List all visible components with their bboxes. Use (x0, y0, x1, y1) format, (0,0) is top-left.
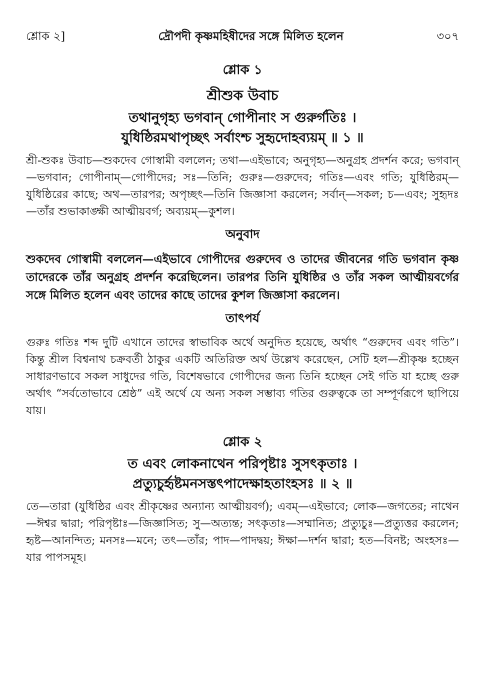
verse-speaker: শ্রীশুক উবাচ (206, 88, 279, 104)
verse-number: শ্লোক ২ (222, 435, 263, 450)
chapter-title: দ্রৌপদী কৃষ্ণমহিষীদের সঙ্গে মিলিত হলেন (158, 29, 344, 43)
synonyms-paragraph: শ্রী-শুকঃ উবাচ—শুকদেব গোস্বামী বললেন; তথা—এইভাবে; অনুগৃহ্য—অনুগ্রহ প্রদর্শন করে; ভগবান্‌—ভগবান; গোপীনাম্‌—গোপীদের; সঃ—তিনি; গুরুঃ—গুরুদেব; গতিঃ—এবং গতি; যুধিষ্ঠিরম্‌—যুধিষ্ঠিরের কাছে; অথ—তারপর; অপৃচ্ছৎ—তিনি জিজ্ঞাসা করলেন; সর্বান্‌—সকল; চ—এবং; সুহৃদঃ—তাঁর শুভাকাঙ্ক্ষী আত্মীয়বর্গ; অব্যয়ম্‌—কুশল। (26, 154, 459, 218)
translation-heading: অনুবাদ (225, 227, 260, 241)
translation-paragraph: শুকদেব গোস্বামী বললেন—এইভাবে গোপীদের গুরুদেব ও তাদের জীবনের গতি ভগবান কৃষ্ণ তাদেরকে তাঁর অনুগ্রহ প্রদর্শন করেছিলেন। তারপর তিনি যুধিষ্ঠির ও তাঁর সকল আত্মীয়বর্গের সঙ্গে মিলিত হলেন এবং তাদের কাছে তাদের কুশল জিজ্ঞাসা করলেন। (26, 252, 459, 302)
purport-heading: তাৎপর্য (225, 311, 260, 325)
running-header (26, 28, 459, 47)
purport-paragraph: গুরুঃ গতিঃ শব্দ দুটি এখানে তাদের স্বাভাবিক অর্থে অনুদিত হয়েছে, অর্থাৎ “গুরুদেব এবং গতি”। কিন্তু শ্রীল বিশ্বনাথ চক্রবর্তী ঠাকুর একটি অতিরিক্ত অর্থ উল্লেখ করেছেন, সেটি হল—শ্রীকৃষ্ণ হচ্ছেন সাধারণভাবে সকল সাধুদের গতি, বিশেষভাবে গোপীদের জন্য তিনি হচ্ছেন সেই গতি যা হচ্ছে গুরু অর্থাৎ “সর্বতোভাবে শ্রেষ্ঠ” এই অর্থে যে অন্য সকল সম্ভাব্য গতির গুরুত্বকে তা সম্পূর্ণরূপে ছাপিয়ে যায়। (26, 336, 459, 417)
verse-line: তথানুগৃহ্য ভগবান্‌ গোপীনাং স গুরুর্গতিঃ । (128, 110, 357, 126)
synonyms-paragraph: তে—তারা (যুধিষ্ঠির এবং শ্রীকৃষ্ণের অন্যান্য আত্মীয়বর্গ); এবম্‌—এইভাবে; লোক—জগতের; নাথেন—ঈশ্বর দ্বারা; পরিপৃষ্টাঃ—জিজ্ঞাসিত; সু—অত্যন্ত; সৎকৃতাঃ—সম্মানিত; প্রত্যুচুঃ—প্রত্যুত্তর করলেন; হৃষ্ট—আনন্দিত; মনসঃ—মনে; তৎ—তাঁর; পাদ—পাদদ্বয়; ঈক্ষা—দর্শন দ্বারা; হত—বিনষ্ট; অংহসঃ—যার পাপসমূহ। (26, 500, 459, 564)
header-left: শ্লোক ২] (26, 29, 66, 43)
verse-line: যুধিষ্ঠিরমথাপৃচ্ছৎ সর্বাংশ্চ সুহৃদোহব্যয়ম্‌ ॥ ১ ॥ (121, 130, 364, 146)
verse-number: শ্লোক ১ (222, 63, 263, 78)
page-number: ৩০৭ (436, 29, 459, 43)
verse-line: ত এবং লোকনাথেন পরিপৃষ্টাঃ সুসৎকৃতাঃ । (127, 456, 358, 472)
verse-line: প্রত্যুচুর্হৃষ্টমনসস্তৎপাদেক্ষাহতাংহসঃ ॥ ২ ॥ (132, 476, 353, 492)
